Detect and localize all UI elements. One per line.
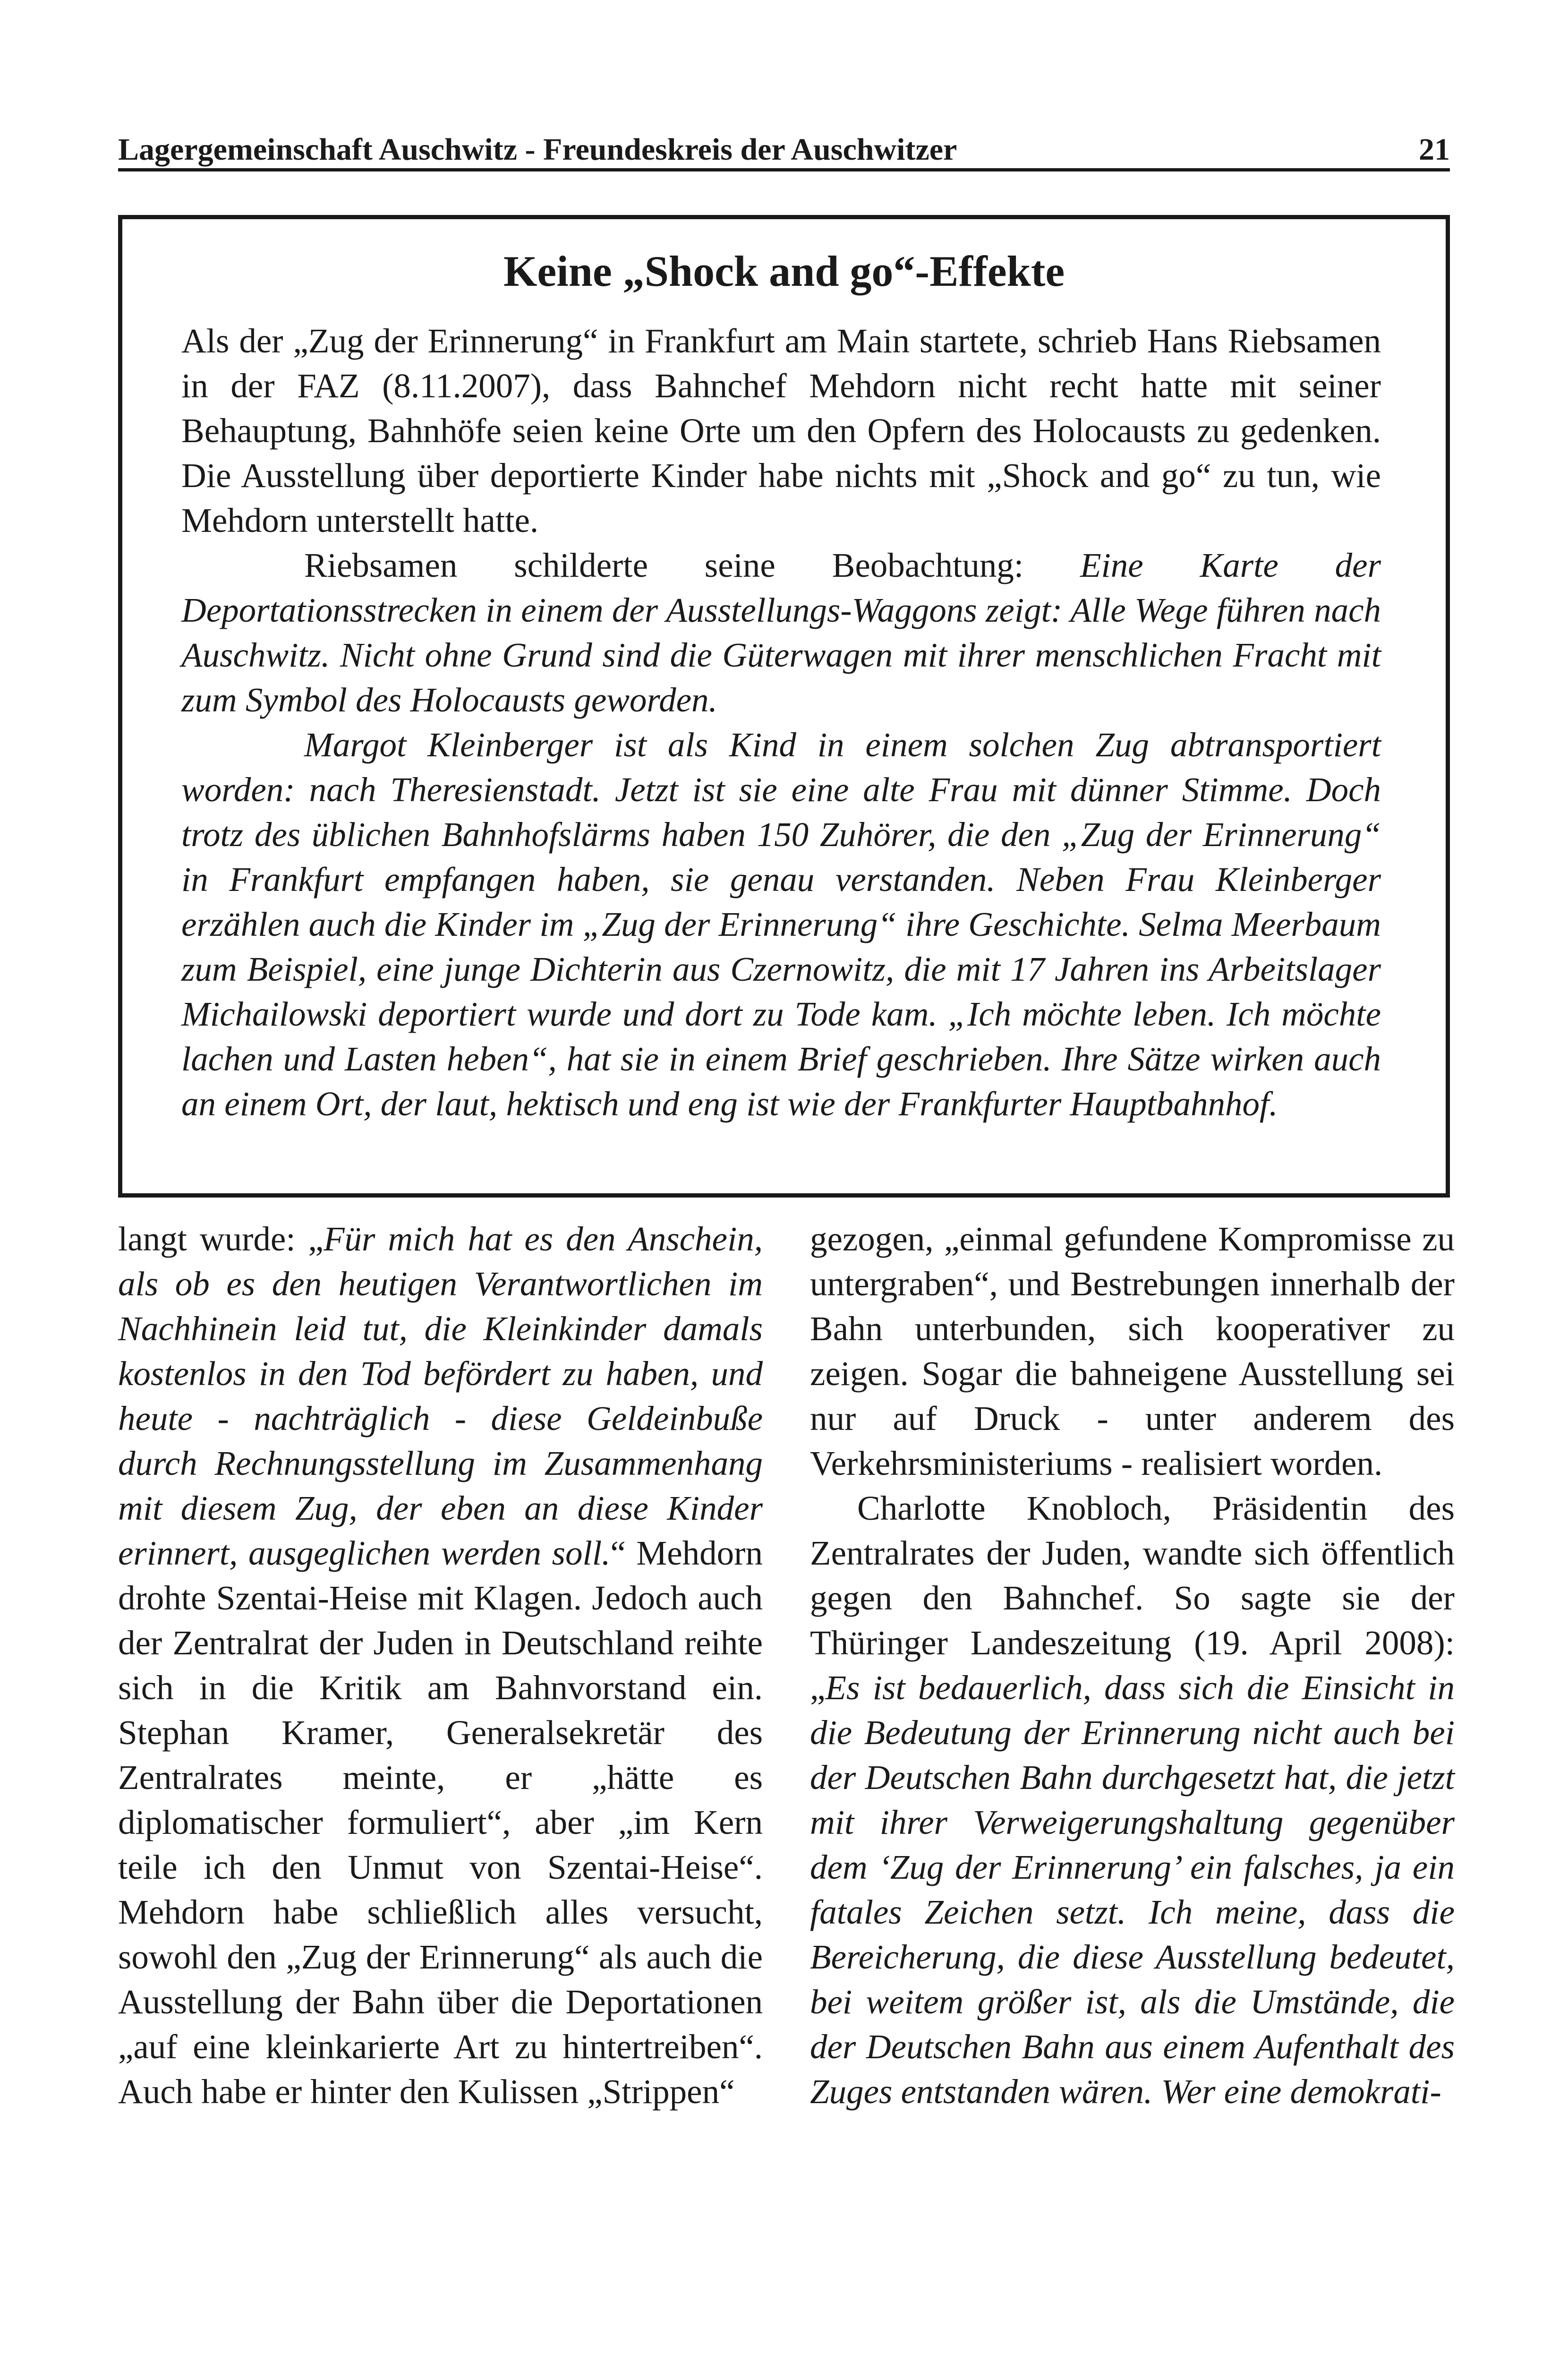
left-column (118, 1216, 763, 2114)
right-column-paragraph-2-quote: Es ist bedauerlich, dass sich die Einsicht in die Bedeutung der Erinnerung nicht auch bei der Deutschen Bahn durchgesetzt hat, die jetzt mit ihrer Verweigerungshaltung gegenüber dem ‘Zug der Erinnerung’ ein falsches, ja ein fatales Zeichen setzt. Ich meine, dass die Bereicherung, die diese Ausstellung bedeutet, bei weitem größer ist, als die Umstände, die der Deutschen Bahn aus einem Aufenthalt des Zuges entstanden wären. Wer eine demokrati- (810, 1669, 1455, 2111)
page-number: 21 (1419, 132, 1450, 167)
left-column-quote: Für mich hat es den Anschein, als ob es den heutigen Verantwortlichen im Nachhinein leid tut, die Kleinkinder damals kostenlos in den Tod befördert zu haben, und heute - nachträglich - diese Geldeinbuße durch Rechnungsstellung im Zusammenhang mit diesem Zug, der eben an diese Kinder erinnert, ausgeglichen werden soll. (118, 1220, 763, 1572)
box-paragraph-1: Als der „Zug der Erinnerung“ in Frankfurt am Main startete, schrieb Hans Riebsamen in der FAZ (8.11.2007), dass Bahnchef Mehdorn nicht recht hatte mit seiner Behauptung, Bahnhöfe seien keine Orte um den Opfern des Holocausts zu gedenken. Die Ausstellung über deportierte Kinder habe nichts mit „Shock and go“ zu tun, wie Mehdorn unterstellt hatte. (181, 322, 1381, 539)
box-paragraph-2-quote: Eine Karte der Deportationsstrecken in einem der Ausstellungs-Waggons zeigt: Alle Wege führen nach Auschwitz. Nicht ohne Grund sind die Güterwagen mit ihrer menschlichen Fracht mit zum Symbol des Holocausts geworden. (181, 546, 1381, 719)
box-title: Keine „Shock and go“-Effekte (503, 247, 1065, 295)
box-paragraph-2-lead: Riebsamen schilderte seine Beobachtung: (304, 546, 1080, 584)
header-rule (118, 168, 1450, 171)
running-head (118, 113, 1450, 165)
box-body (181, 318, 1381, 1126)
left-column-paragraph (118, 1216, 763, 2114)
right-column-paragraph-1: gezogen, „einmal gefundene Kompromisse zu untergraben“, und Bestrebungen innerhalb der Bahn unterbunden, sich kooperativer zu zeigen. Sogar die bahneigene Ausstellung sei nur auf Druck - unter anderem des Verkehrsministeriums - realisiert worden. (810, 1220, 1455, 1482)
left-column-lead: langt wurde: „ (118, 1220, 324, 1258)
right-column-paragraph-2 (810, 1486, 1455, 2114)
box-paragraph-3: Margot Kleinberger ist als Kind in einem solchen Zug abtransportiert worden: nach Theresienstadt. Jetzt ist sie eine alte Frau mit dünner Stimme. Doch trotz des üblichen Bahnhofslärms haben 150 Zuhörer, die den „Zug der Erinnerung“ in Frankfurt empfangen haben, sie genau verstanden. Neben Frau Kleinberger erzählen auch die Kinder im „Zug der Erinnerung“ ihre Geschichte. Selma Meerbaum zum Beispiel, eine junge Dichterin aus Czernowitz, die mit 17 Jahren ins Arbeitslager Michailowski deportiert wurde und dort zu Tode kam. „Ich möchte leben. Ich möchte lachen und Lasten heben“, hat sie in einem Brief geschrieben. Ihre Sätze wirken auch an einem Ort, der laut, hektisch und eng ist wie der Frankfurter Hauptbahnhof. (181, 726, 1381, 1123)
right-column-paragraph-2-lead: Charlotte Knobloch, Präsidentin des Zentralrates der Juden, wandte sich öffentlich gegen den Bahnchef. So sagte sie der Thüringer Landeszeitung (19. April 2008): „ (810, 1489, 1455, 1707)
boxed-article (118, 215, 1450, 1198)
left-column-rest: “ Mehdorn drohte Szentai-Heise mit Klagen. Jedoch auch der Zentralrat der Juden in Deutschland reihte sich in die Kritik am Bahnvorstand ein. Stephan Kramer, Generalsekretär des Zentralrates meinte, er „hätte es diplomatischer formuliert“, aber „im Kern teile ich den Unmut von Szentai-Heise“. Mehdorn habe schließlich alles versucht, sowohl den „Zug der Erinnerung“ als auch die Ausstellung der Bahn über die Deportationen „auf eine kleinkarierte Art zu hintertreiben“. Auch habe er hinter den Kulissen „Strippen“ (118, 1534, 763, 2111)
running-head-title: Lagergemeinschaft Auschwitz - Freundeskreis der Auschwitzer (118, 132, 957, 167)
box-paragraph-2 (181, 543, 1381, 722)
right-column (810, 1216, 1455, 2114)
